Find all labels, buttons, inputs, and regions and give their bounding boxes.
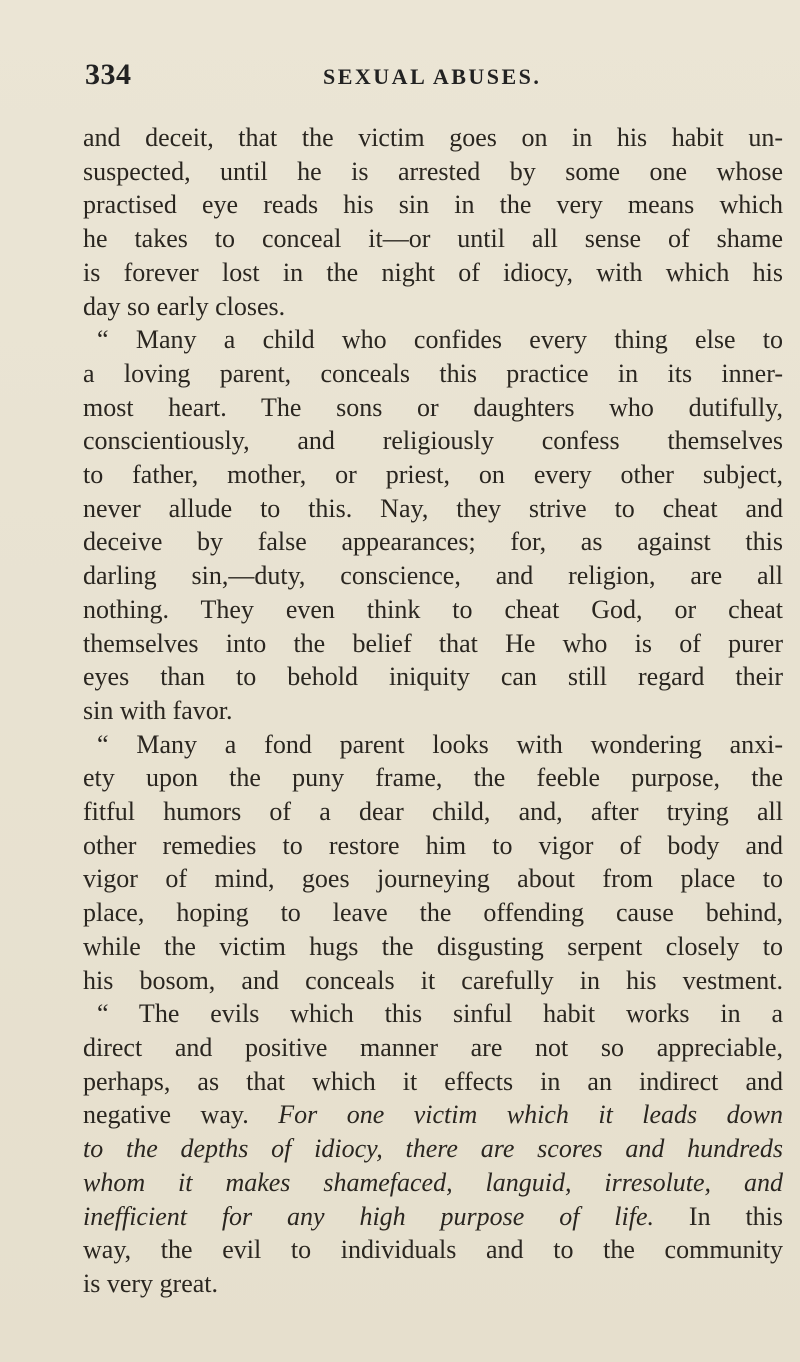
text-line: his bosom, and conceals it carefully in his vestment. <box>83 965 783 995</box>
text-line: deceive by false appearances; for, as against this <box>83 527 783 557</box>
page-number: 334 <box>85 58 132 91</box>
text-line: most heart. The sons or daughters who dutifully, <box>83 392 783 422</box>
italic-text-line: whom it makes shamefaced, languid, irresolute, and <box>83 1167 783 1197</box>
text-line: to father, mother, or priest, on every other subject, <box>83 460 783 490</box>
text-line-mixed <box>83 1200 783 1234</box>
text-line: fitful humors of a dear child, and, after trying all <box>83 797 783 827</box>
text-line: nothing. They even think to cheat God, or cheat <box>83 594 783 624</box>
paragraph-start-line: “ Many a child who confides every thing else to <box>97 325 783 355</box>
text-line: and deceit, that the victim goes on in his habit un- <box>83 123 783 152</box>
text-run: negative way. <box>83 1100 249 1130</box>
text-line: day so early closes. <box>83 291 286 321</box>
text-line: other remedies to restore him to vigor of body and <box>83 830 783 860</box>
text-line: darling sin,—duty, conscience, and religion, are all <box>83 561 783 591</box>
text-line: a loving parent, conceals this practice in its inner- <box>83 358 783 388</box>
text-line: conscientiously, and religiously confess themselves <box>83 426 783 456</box>
text-line: way, the evil to individuals and to the community <box>83 1235 783 1265</box>
italic-text-run: inefficient for any high purpose of life. <box>83 1201 655 1231</box>
text-line: suspected, until he is arrested by some one whose <box>83 156 783 186</box>
page-header <box>85 58 705 98</box>
paragraph-start-line: “ Many a fond parent looks with wondering anxi- <box>97 729 783 759</box>
text-line: vigor of mind, goes journeying about from place to <box>83 864 783 894</box>
text-line: is forever lost in the night of idiocy, with which his <box>83 257 783 287</box>
text-line: never allude to this. Nay, they strive to cheat and <box>83 493 783 523</box>
text-line: practised eye reads his sin in the very means which <box>83 190 783 220</box>
text-line: while the victim hugs the disgusting serpent closely to <box>83 931 783 961</box>
paragraph-start-line: “ The evils which this sinful habit works in a <box>97 999 783 1029</box>
text-line: ety upon the puny frame, the feeble purpose, the <box>83 763 783 793</box>
text-line: place, hoping to leave the offending cause behind, <box>83 898 783 928</box>
text-line: sin with favor. <box>83 695 233 725</box>
italic-text-line: to the depths of idiocy, there are scores and hundreds <box>83 1134 783 1164</box>
text-run: In this <box>688 1201 784 1231</box>
text-line: perhaps, as that which it effects in an indirect and <box>83 1066 783 1096</box>
running-head: SEXUAL ABUSES. <box>323 64 542 89</box>
text-line: themselves into the belief that He who is of purer <box>83 628 783 658</box>
text-line: direct and positive manner are not so appreciable, <box>83 1032 783 1062</box>
text-line: he takes to conceal it—or until all sense of shame <box>83 224 783 254</box>
italic-text-run: For one victim which it leads down <box>278 1100 784 1130</box>
text-line-mixed <box>83 1098 783 1132</box>
text-line: eyes than to behold iniquity can still regard their <box>83 662 783 692</box>
text-line: is very great. <box>83 1268 219 1298</box>
body-text <box>83 121 783 1301</box>
